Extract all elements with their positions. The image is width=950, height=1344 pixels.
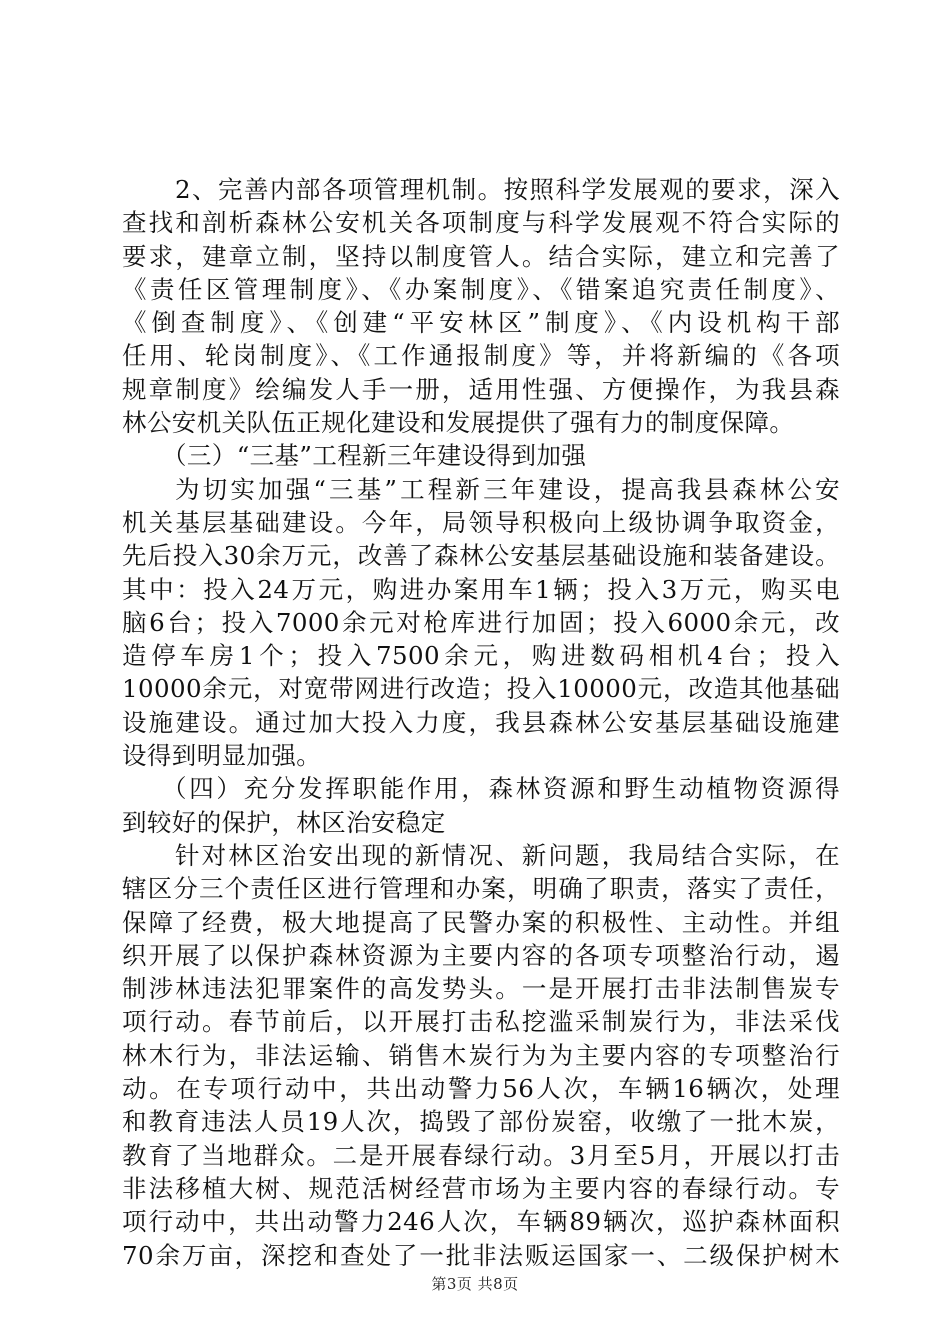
paragraph-line: 织开展了以保护森林资源为主要内容的各项专项整治行动，遏 [122, 940, 840, 970]
section-heading: 到较好的保护，林区治安稳定 [122, 807, 446, 837]
paragraph-line: 《责任区管理制度》、《办案制度》、《错案追究责任制度》、 [122, 274, 840, 304]
paragraph-line: 10000余元，对宽带网进行改造；投入10000元，改造其他基础 [122, 674, 840, 704]
paragraph-line: 其中：投入24万元，购进办案用车1辆；投入3万元，购买电 [122, 574, 840, 604]
paragraph-line: 设得到明显加强。 [122, 741, 322, 771]
paragraph-line: 先后投入30余万元，改善了森林公安基层基础设施和装备建设。 [122, 541, 840, 571]
document-body [122, 173, 840, 1272]
paragraph-line: 规章制度》绘编发人手一册，适用性强、方便操作，为我县森 [122, 374, 840, 404]
paragraph-line: 林公安机关队伍正规化建设和发展提供了强有力的制度保障。 [122, 408, 795, 438]
paragraph-line: 林木行为，非法运输、销售木炭行为为主要内容的专项整治行 [122, 1040, 840, 1070]
paragraph-line: 针对林区治安出现的新情况、新问题，我局结合实际，在 [175, 840, 840, 870]
paragraph-line: 造停车房1个；投入7500余元，购进数码相机4台；投入 [122, 641, 840, 671]
paragraph-line: 保障了经费，极大地提高了民警办案的积极性、主动性。并组 [122, 907, 840, 937]
paragraph-line: 动。在专项行动中，共出动警力56人次，车辆16辆次，处理 [122, 1074, 840, 1104]
paragraph-line: 项行动。春节前后，以开展打击私挖滥采制炭行为，非法采伐 [122, 1007, 840, 1037]
paragraph-line: 设施建设。通过加大投入力度，我县森林公安基层基础设施建 [122, 707, 840, 737]
paragraph-line: 要求，建章立制，坚持以制度管人。结合实际，建立和完善了 [122, 241, 840, 271]
paragraph-line: 辖区分三个责任区进行管理和办案，明确了职责，落实了责任， [122, 874, 840, 904]
paragraph-line: 为切实加强“三基”工程新三年建设，提高我县森林公安 [175, 474, 840, 504]
paragraph-line: 非法移植大树、规范活树经营市场为主要内容的春绿行动。专 [122, 1173, 840, 1203]
paragraph-line: 《倒查制度》、《创建“平安林区”制度》、《内设机构干部 [122, 308, 840, 338]
page-number-footer: 第3页 共8页 [431, 1275, 519, 1293]
paragraph-line: 任用、轮岗制度》、《工作通报制度》等，并将新编的《各项 [122, 341, 840, 371]
paragraph-line: 70余万亩，深挖和查处了一批非法贩运国家一、二级保护树木 [122, 1240, 840, 1270]
paragraph-line: 和教育违法人员19人次，捣毁了部份炭窑，收缴了一批木炭， [122, 1107, 840, 1137]
paragraph-line: 教育了当地群众。二是开展春绿行动。3月至5月，开展以打击 [122, 1140, 840, 1170]
paragraph-line: 机关基层基础建设。今年，局领导积极向上级协调争取资金， [122, 507, 840, 537]
paragraph-line: 项行动中，共出动警力246人次，车辆89辆次，巡护森林面积 [122, 1207, 840, 1237]
paragraph-line: 2、完善内部各项管理机制。按照科学发展观的要求，深入 [175, 175, 840, 204]
paragraph-line: 查找和剖析森林公安机关各项制度与科学发展观不符合实际的 [122, 208, 840, 238]
paragraph-line: 脑6台；投入7000余元对枪库进行加固；投入6000余元，改 [122, 607, 840, 637]
section-heading: （四）充分发挥职能作用，森林资源和野生动植物资源得 [162, 774, 840, 804]
section-heading: （三）“三基”工程新三年建设得到加强 [162, 441, 587, 471]
paragraph-line: 制涉林违法犯罪案件的高发势头。一是开展打击非法制售炭专 [122, 974, 840, 1004]
